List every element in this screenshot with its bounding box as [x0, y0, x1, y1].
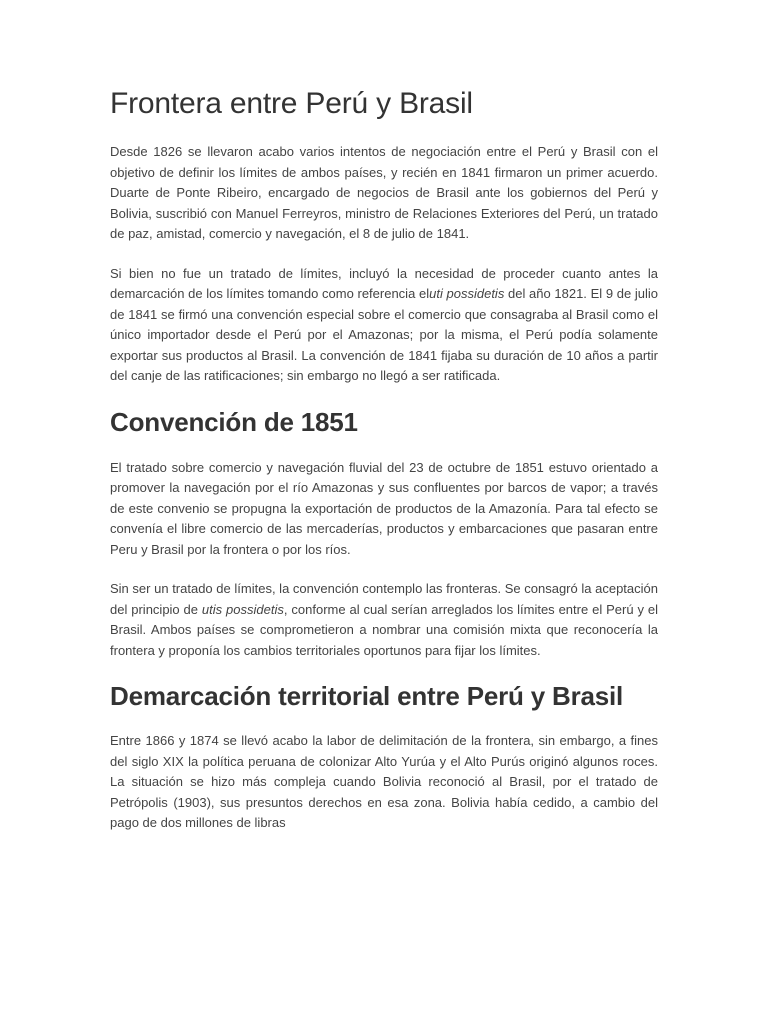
intro-paragraph-1: Desde 1826 se llevaron acabo varios intentos de negociación entre el Perú y Brasil con el objetivo de definir los límites de ambos países, y recién en 1841 firmaron un primer acuerdo. Duarte de Ponte Ribeiro, encargado de negocios de Brasil ante los gobiernos del Perú y Bolivia, suscribió con Manuel Ferreyros, ministro de Relaciones Exteriores del Perú, un tratado de paz, amistad, comercio y navegación, el 8 de julio de 1841. — [110, 144, 658, 241]
section-1-paragraph-2-text-a: Sin ser un tratado de límites, la convención contemplo las fronteras. Se consagró la aceptación del principio de — [110, 581, 658, 617]
section-1-paragraph-2-text-b: , conforme al cual serían arreglados los límites entre el Perú y el Brasil. Ambos países se comprometieron a nombrar una comisión mixta que reconocería la frontera y proponía los cambios territoriales oportunos para fijar los límites. — [110, 601, 659, 658]
section-1-paragraph-2-italic: utis possidetis — [201, 601, 284, 617]
document-title: Frontera entre Perú y Brasil — [110, 87, 473, 120]
section-heading-demarcacion: Demarcación territorial entre Perú y Brasil — [110, 681, 624, 711]
section-2-paragraph-1: Entre 1866 y 1874 se llevó acabo la labor de delimitación de la frontera, sin embargo, a fines del siglo XIX la política peruana de colonizar Alto Yurúa y el Alto Purús originó algunos roces. La situación se hizo más compleja cuando Bolivia reconoció al Brasil, por el tratado de Petrópolis (1903), sus presuntos derechos en esa zona. Bolivia había cedido, a cambio del pago de dos millones de libras — [110, 733, 658, 830]
section-heading-convencion-1851: Convención de 1851 — [110, 406, 358, 437]
section-1-paragraph-1: El tratado sobre comercio y navegación fluvial del 23 de octubre de 1851 estuvo orientado a promover la navegación por el río Amazonas y sus confluentes por barcos de vapor; a través de este convenio se propugna la exportación de productos de la Amazonía. Para tal efecto se convenía el libre comercio de las mercaderías, productos y embarcaciones que pasaran entre Peru y Brasil por la frontera o por los ríos. — [110, 459, 658, 557]
intro-paragraph-2-text-b: del año 1821. El 9 de julio de 1841 se firmó una convención especial sobre el comercio que consagraba al Brasil como el único importador desde el Perú por el Amazonas; por la misma, el Perú podía solamente exportar sus productos al Brasil. La convención de 1841 fijaba su duración de 10 años a partir del canje de las ratificaciones; sin embargo no llegó a ser ratificada. — [110, 286, 658, 383]
intro-paragraph-2-italic: uti possidetis — [429, 286, 505, 301]
intro-paragraph-2 — [110, 264, 658, 387]
intro-paragraph-2-text-a: Si bien no fue un tratado de límites, incluyó la necesidad de proceder cuanto antes la demarcación de los límites tomando como referencia el — [110, 265, 658, 301]
section-1-paragraph-2 — [110, 579, 658, 661]
